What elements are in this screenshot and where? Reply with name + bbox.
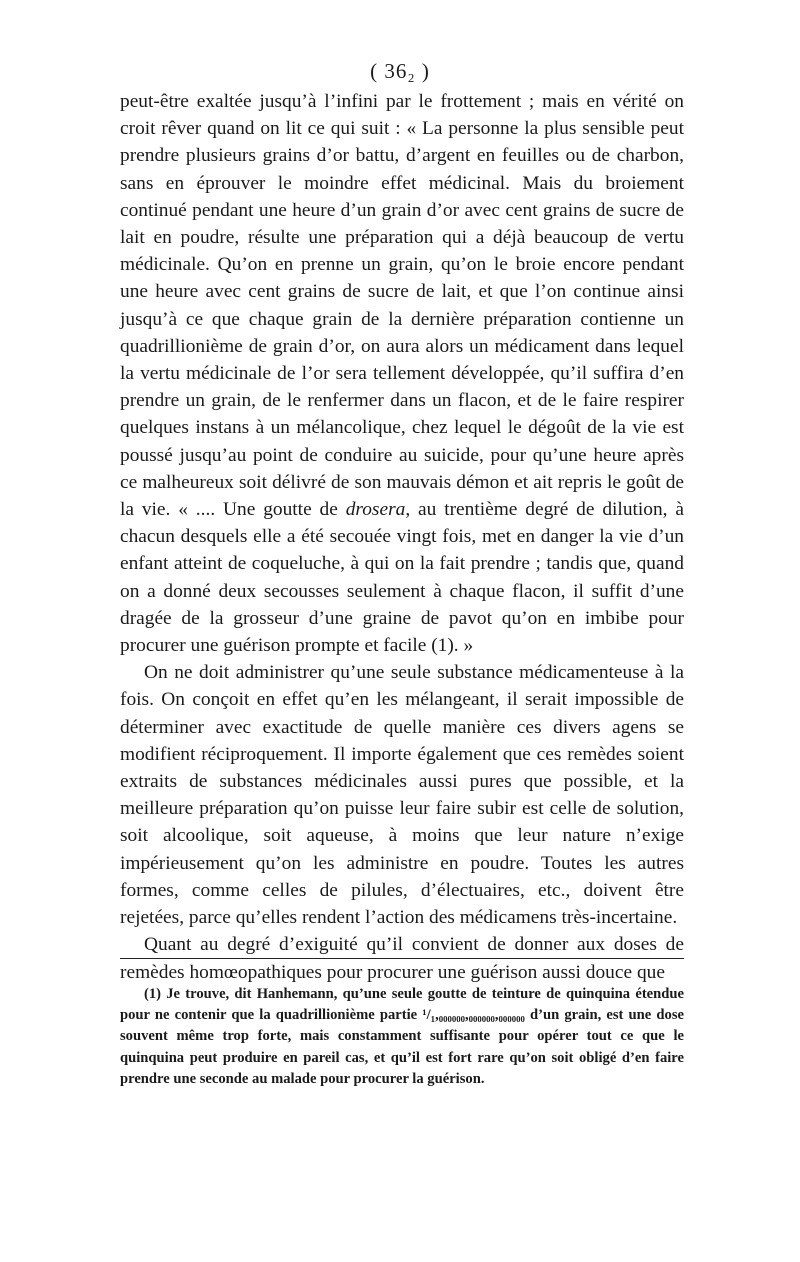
- footnote: [120, 984, 684, 1090]
- paragraph-3: Quant au degré d’exiguité qu’il convient de donner aux doses de remèdes homœopathiques pour procurer une guérison aussi douce que: [120, 934, 684, 983]
- footnote-divider: [120, 958, 684, 959]
- paragraph-2: On ne doit administrer qu’une seule substance médicamenteuse à la fois. On conçoit en effet qu’en les mélangeant, il serait impossible de déterminer avec exactitude de quelle manière ces divers agens se modifient réciproquement. Il importe également que ces remèdes soient extraits de substances médicinales aussi pures que possible, et la meilleure préparation qu’on puisse leur faire subir est celle de solution, soit alcoolique, soit aqueuse, à moins que leur nature n’exige impérieusement qu’on les administre en poudre. Toutes les autres formes, comme celles de pilules, d’électuaires, etc., doivent être rejetées, parce qu’elles rendent l’action des médicamens très-incertaine.: [120, 662, 684, 929]
- paragraph-1-continuation: , au trentième degré de dilution, à chacun desquels elle a été secouée vingt fois, met en danger la vie d’un enfant atteint de coqueluche, à qui on la fait prendre ; tandis que, quand on a donné deux secousses seulement à chaque flacon, il suffit d’une dragée de la grosseur d’une graine de pavot qu’on en imbibe pour procurer une guérison prompte et facile (1). »: [120, 499, 684, 657]
- paragraph-1: [120, 88, 684, 659]
- footnote-text: (1) Je trouve, dit Hanhemann, qu’une seule goutte de teinture de quinquina étendue pour ne contenir que la quadrillionième partie ¹/₁,₀₀₀₀₀₀,₀₀₀₀₀₀,₀₀₀₀₀₀ d’un grain, est une dose souvent même trop forte, mais constamment suffisante pour opérer tout ce que le quinquina peut produire en pareil cas, et qu’il est fort rare qu’on soit obligé d’en faire prendre une seconde au malade pour procurer la guérison.: [120, 986, 684, 1087]
- page-number: ( 36₂ ): [370, 59, 430, 83]
- italic-term: drosera: [345, 499, 406, 521]
- body-text: [120, 88, 684, 986]
- paragraph-1-text: peut-être exaltée jusqu’à l’infini par le frottement ; mais en vérité on croit rêver quand on lit ce qui suit : « La personne la plus sensible peut prendre plusieurs grains d’or battu, d’argent en feuilles ou de charbon, sans en éprouver le moindre effet médicinal. Mais du broiement continué pendant une heure d’un grain d’or avec cent grains de sucre de lait en poudre, résulte une préparation qui a déjà beaucoup de vertu médicinale. Qu’on en prenne un grain, qu’on le broie encore pendant une heure avec cent grains de sucre de lait, et que l’on continue ainsi jusqu’à ce que chaque grain de la dernière préparation contienne un quadrillionième de grain d’or, on aura alors un médicament dans lequel la vertu médicinale de l’or sera tellement développée, qu’il suffira d’en prendre un grain, de le renfermer dans un flacon, et de le faire respirer quelques instans à un mélancolique, chez lequel le dégoût de la vie est poussé jusqu’au point de conduire au suicide, pour qu’une heure après ce malheureux soit délivré de son mauvais démon et ait repris le goût de la vie. « .... Une goutte de: [120, 91, 684, 521]
